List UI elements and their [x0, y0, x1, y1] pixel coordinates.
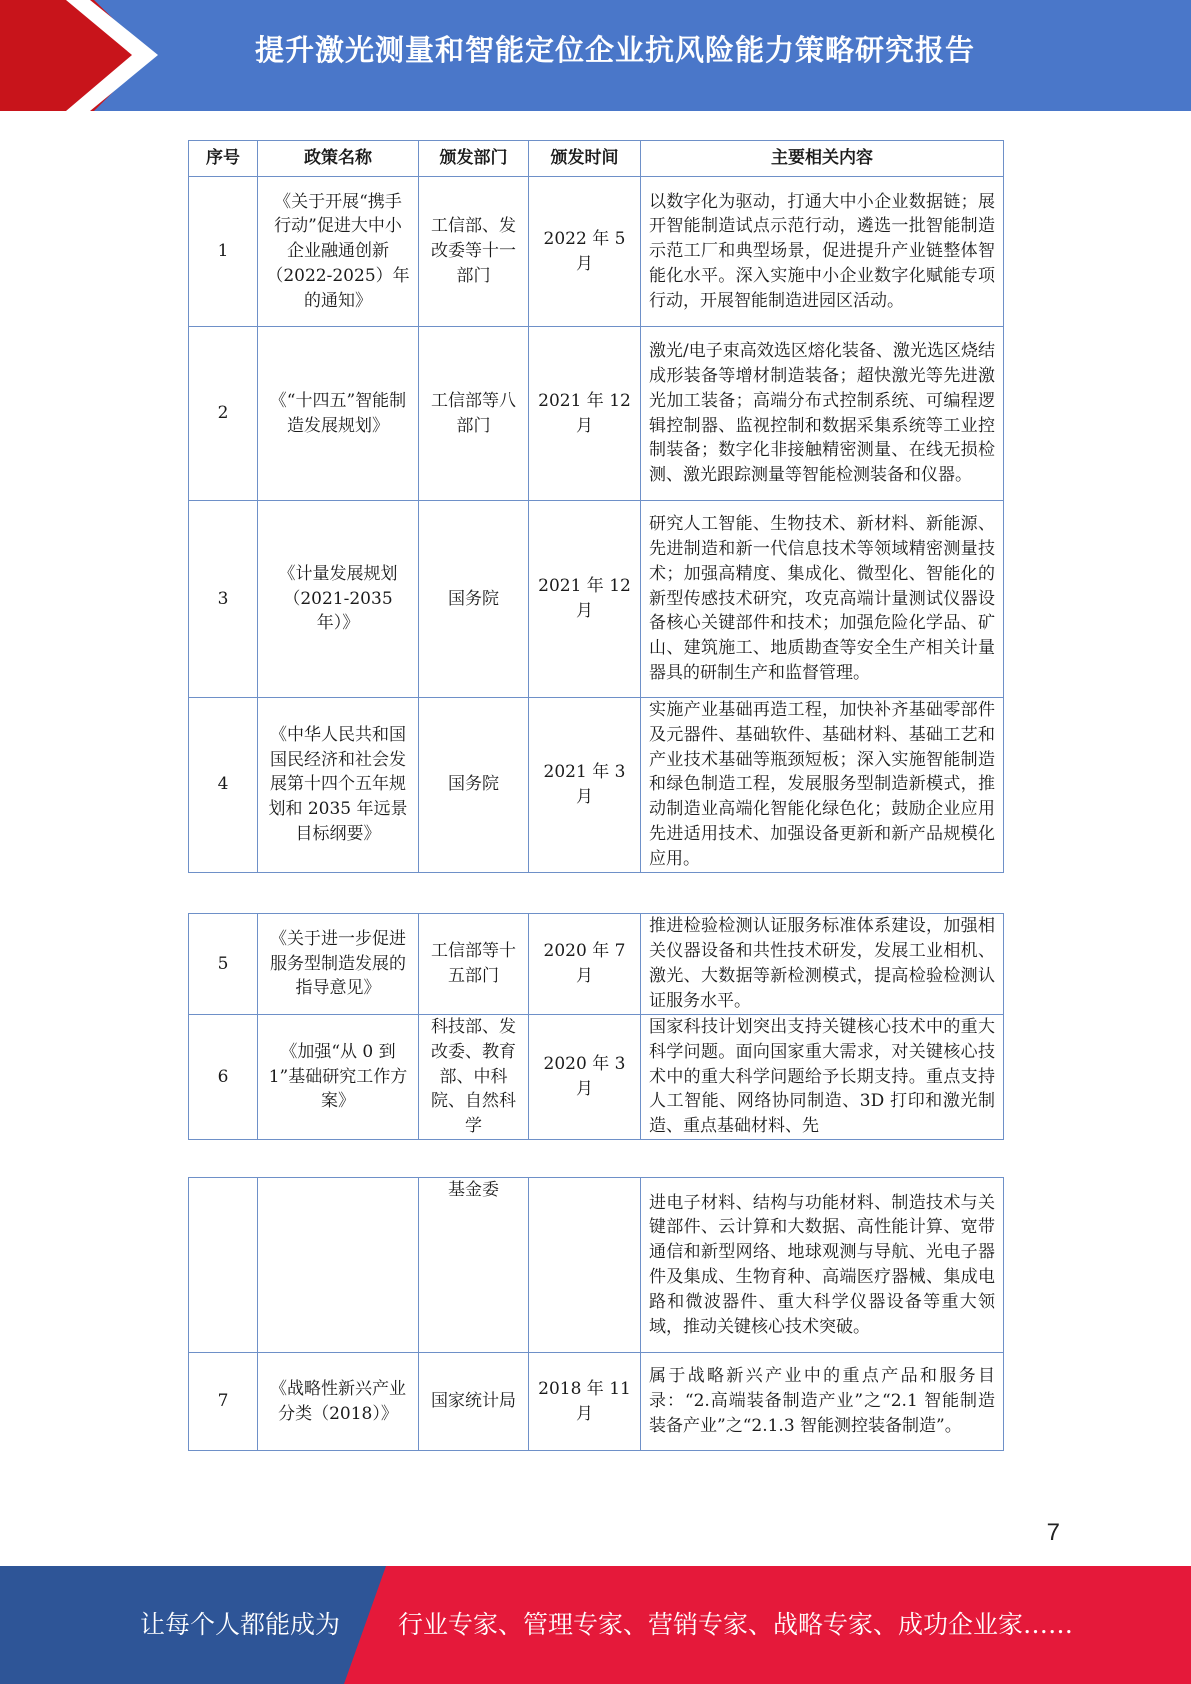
table-row [189, 698, 1004, 873]
issuing-department: 国家统计局 [419, 1353, 529, 1451]
policy-name: 《计量发展规划（2021-2035 年）》 [258, 501, 419, 698]
header-cell-date: 颁发时间 [529, 141, 641, 177]
main-content: 以数字化为驱动，打通大中小企业数据链；展开智能制造试点示范行动，遴选一批智能制造示范工厂和典型场景，促进提升产业链整体智能化水平。深入实施中小企业数字化赋能专项行动，开展智能制造进园区活动。 [641, 177, 1004, 327]
header-cell-department: 颁发部门 [419, 141, 529, 177]
issue-date: 2020 年 7 月 [529, 914, 641, 1015]
main-content: 实施产业基础再造工程，加快补齐基础零部件及元器件、基础软件、基础材料、基础工艺和产业技术基础等瓶颈短板；深入实施智能制造和绿色制造工程，发展服务型制造新模式，推动制造业高端化智能化绿色化；鼓励企业应用先进适用技术、加强设备更新和新产品规模化应用。 [641, 698, 1004, 873]
row-number: 4 [189, 698, 258, 873]
header-cell-content: 主要相关内容 [641, 141, 1004, 177]
main-content: 研究人工智能、生物技术、新材料、新能源、先进制造和新一代信息技术等领域精密测量技术；加强高精度、集成化、微型化、智能化的新型传感技术研究，攻克高端计量测试仪器设备核心关键部件和技术；加强危险化学品、矿山、建筑施工、地质勘查等安全生产相关计量器具的研制生产和监督管理。 [641, 501, 1004, 698]
policy-name: 《加强“从 0 到 1”基础研究工作方案》 [258, 1015, 419, 1140]
table-row [189, 1353, 1004, 1451]
issuing-department: 工信部等八部门 [419, 327, 529, 501]
issue-date: 2018 年 11 月 [529, 1353, 641, 1451]
issue-date: 2021 年 3 月 [529, 698, 641, 873]
issue-date: 2021 年 12 月 [529, 327, 641, 501]
issuing-department: 科技部、发改委、教育部、中科院、自然科学 [419, 1015, 529, 1140]
policy-name: 《“十四五”智能制造发展规划》 [258, 327, 419, 501]
issue-date: 2021 年 12 月 [529, 501, 641, 698]
policy-table-part-3 [188, 1177, 1004, 1451]
report-title: 提升激光测量和智能定位企业抗风险能力策略研究报告 [254, 33, 975, 67]
main-content: 国家科技计划突出支持关键核心技术中的重大科学问题。面向国家重大需求，对关键核心技术中的重大科学问题给予长期支持。重点支持人工智能、网络协同制造、3D 打印和激光制造、重点基础材料、先 [641, 1015, 1004, 1140]
page-footer [0, 1566, 1191, 1684]
footer-slogan-left: 让每个人都能成为 [140, 1610, 341, 1639]
header-red-arrow-decoration [0, 0, 150, 111]
issuing-department: 工信部、发改委等十一部门 [419, 177, 529, 327]
issue-date: 2022 年 5 月 [529, 177, 641, 327]
row-number: 1 [189, 177, 258, 327]
issuing-department: 国务院 [419, 698, 529, 873]
table-row [189, 501, 1004, 698]
main-content: 推进检验检测认证服务标准体系建设，加强相关仪器设备和共性技术研发，发展工业相机、激光、大数据等新检测模式，提高检验检测认证服务水平。 [641, 914, 1004, 1015]
table-row-continued [189, 1178, 1004, 1353]
footer-slogan-right: 行业专家、管理专家、营销专家、战略专家、成功企业家…… [398, 1610, 1074, 1639]
issue-date [529, 1178, 641, 1353]
policy-name: 《关于开展“携手行动”促进大中小企业融通创新（2022-2025）年的通知》 [258, 177, 419, 327]
policy-table-part-2 [188, 913, 1004, 1140]
policy-name [258, 1178, 419, 1353]
row-number: 7 [189, 1353, 258, 1451]
issuing-department: 国务院 [419, 501, 529, 698]
row-number: 2 [189, 327, 258, 501]
table-header-row [189, 141, 1004, 177]
main-content: 激光/电子束高效选区熔化装备、激光选区烧结成形装备等增材制造装备；超快激光等先进激光加工装备；高端分布式控制系统、可编程逻辑控制器、监视控制和数据采集系统等工业控制装备；数字化非接触精密测量、在线无损检测、激光跟踪测量等智能检测装备和仪器。 [641, 327, 1004, 501]
page-number: 7 [1046, 1519, 1060, 1546]
issue-date: 2020 年 3 月 [529, 1015, 641, 1140]
header-cell-policy-name: 政策名称 [258, 141, 419, 177]
row-number: 3 [189, 501, 258, 698]
row-number: 5 [189, 914, 258, 1015]
issuing-department: 基金委 [419, 1178, 529, 1353]
main-content: 属于战略新兴产业中的重点产品和服务目录：“2.高端装备制造产业”之“2.1 智能制造装备产业”之“2.1.3 智能测控装备制造”。 [641, 1353, 1004, 1451]
policy-name: 《中华人民共和国国民经济和社会发展第十四个五年规划和 2035 年远景目标纲要》 [258, 698, 419, 873]
table-row [189, 1015, 1004, 1140]
policy-name: 《关于进一步促进服务型制造发展的指导意见》 [258, 914, 419, 1015]
row-number [189, 1178, 258, 1353]
policy-name: 《战略性新兴产业分类（2018）》 [258, 1353, 419, 1451]
main-content: 进电子材料、结构与功能材料、制造技术与关键部件、云计算和大数据、高性能计算、宽带通信和新型网络、地球观测与导航、光电子器件及集成、生物育种、高端医疗器械、集成电路和微波器件、重大科学仪器设备等重大领域，推动关键核心技术突破。 [641, 1178, 1004, 1353]
table-row [189, 177, 1004, 327]
row-number: 6 [189, 1015, 258, 1140]
table-row [189, 327, 1004, 501]
header-cell-number: 序号 [189, 141, 258, 177]
policy-table-part-1 [188, 140, 1004, 873]
issuing-department: 工信部等十五部门 [419, 914, 529, 1015]
page-header [0, 0, 1191, 111]
table-row [189, 914, 1004, 1015]
